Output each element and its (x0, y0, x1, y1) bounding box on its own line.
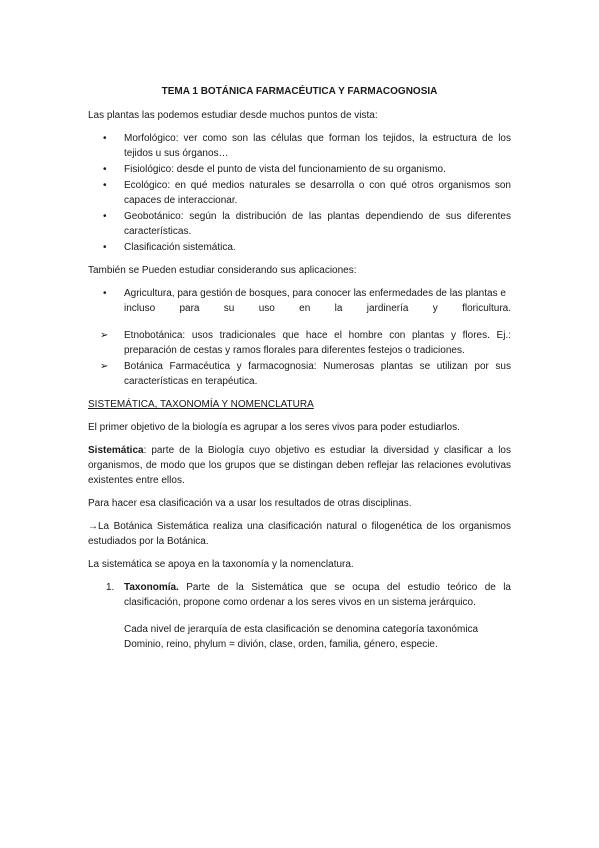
bullet-icon: • (103, 211, 107, 222)
applications-line-1: Agricultura, para gestión de bosques, para conocer las enfermedades de las plantas e (124, 288, 506, 299)
botanica-sistematica-paragraph: →La Botánica Sistemática realiza una clasificación natural o filogenética de los organismos estudiados por la Botánica. (88, 521, 511, 547)
list-item: • Clasificación sistemática. (103, 242, 236, 253)
numbered-list (88, 580, 511, 652)
list-item: ➢ Botánica Farmacéutica y farmacognosia: Numerosas plantas se utilizan por sus características en terapéutica. (100, 361, 511, 387)
bullet-icon: • (103, 164, 107, 175)
list-number: 1. (106, 582, 115, 593)
bullet-icon: • (103, 242, 107, 253)
taxonomia-subline-1: Cada nivel de jerarquía de esta clasificación se denomina categoría taxonómica (124, 624, 479, 635)
taxonomia-term: Taxonomía. (124, 582, 179, 593)
arrow-list (88, 328, 511, 389)
section-heading: SISTEMÁTICA, TAXONOMÍA Y NOMENCLATURA (88, 399, 314, 410)
applications-intro: También se Pueden estudiar considerando sus aplicaciones: (88, 265, 357, 276)
taxonomia-definition: Parte de la Sistemática que se ocupa del estudio teórico de la clasificación, propone como ordenar a los seres vivos en un sistema jerárquico. (124, 582, 511, 608)
bullet-icon: • (103, 133, 107, 144)
sistematica-paragraph (88, 443, 511, 488)
applications-list (88, 286, 511, 316)
list-item (88, 286, 511, 316)
bullet-icon: • (103, 180, 107, 191)
bullet-icon: • (103, 288, 107, 299)
list-item: ➢ Etnobotánica: usos tradicionales que hace el hombre con plantas y flores. Ej.: preparación de cestas y ramos florales para diferentes festejos o tradiciones. (100, 330, 511, 356)
applications-line-2: incluso para su uso en la jardinería y floricultura. (124, 303, 511, 314)
intro-paragraph: Las plantas las podemos estudiar desde muchos puntos de vista: (88, 110, 378, 121)
clasificacion-paragraph: Para hacer esa clasificación va a usar los resultados de otras disciplinas. (88, 498, 412, 509)
arrow-bullet-icon: ➢ (100, 330, 109, 341)
list-item: • Geobotánico: según la distribución de las plantas dependiendo de sus diferentes características. (103, 211, 511, 237)
list-item: • Fisiológico: desde el punto de vista del funcionamiento de su organismo. (103, 164, 446, 175)
apoyo-paragraph: La sistemática se apoya en la taxonomía y la nomenclatura. (88, 559, 354, 570)
arrow-bullet-icon: ➢ (100, 361, 109, 372)
taxonomia-subline-2: Dominio, reino, phylum = divión, clase, orden, familia, género, especie. (124, 639, 438, 650)
list-item: • Morfológico: ver como son las células que forman los tejidos, la estructura de los tejidos u sus órganos… (103, 133, 511, 159)
objective-paragraph: El primer objetivo de la biología es agrupar a los seres vivos para poder estudiarlos. (88, 422, 460, 433)
list-item (88, 580, 511, 652)
viewpoints-list (88, 131, 511, 255)
sistematica-term: Sistemática (88, 445, 144, 456)
sistematica-definition: : parte de la Biología cuyo objetivo es estudiar la diversidad y clasificar a los organismos, de modo que los grupos que se distingan deben reflejar las relaciones evolutivas existentes entre ellos. (88, 445, 511, 486)
list-item: • Ecológico: en qué medios naturales se desarrolla o con qué otros organismos son capaces de interaccionar. (103, 180, 511, 206)
page-title: TEMA 1 BOTÁNICA FARMACÉUTICA Y FARMACOGNOSIA (161, 86, 438, 97)
